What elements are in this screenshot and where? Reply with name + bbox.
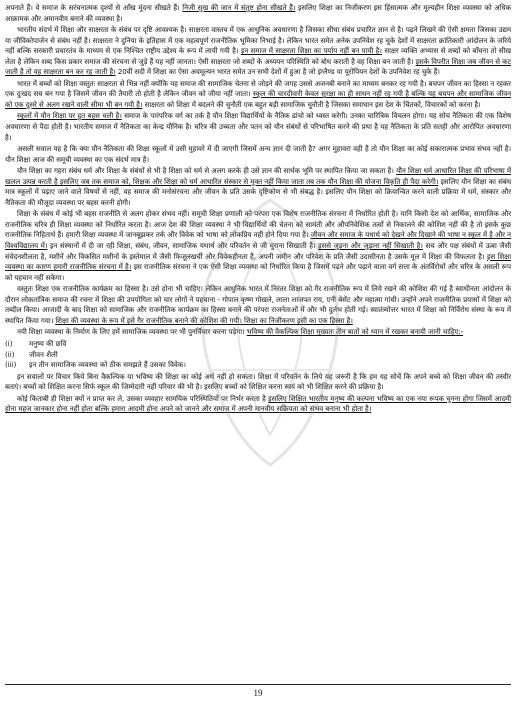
text-run: इन संस्थानों में दी जा रही शिक्षा, संबंध, जीवन, सामाजिक यथार्थ और परिवर्तन से जी चुराना सिखाती है। (47, 241, 319, 251)
text-run: इसलिए शिक्षा का निजीकरण इस हिंसात्मक और मूल्यहीन शिक्षा व्यवस्था को अधिक आक्रामक और अमानवीय बनाने की व्यवस्था है। (5, 3, 511, 23)
text-run: शिक्षा के संबंध में कोई भी बहस राजनीति से अलग होकर संभव नहीं। समूची शिक्षा प्रणाली को परंपरा एक विशेष राजनीतिक संरचना में निर्धारित होती है। यानि किसी देश को आर्थिक, सामाजिक और राजनीतिक चरित्र ही शिक्षा व्यवस्था को निर्धारित करता है। आज देश की शिक्षा व्यवस्था ने भी विद्यार्थियों की चेतना को सामंती और औपनिवेशिक तत्वों से निकालने की कोशिश नहीं की है तो इसके कुछ राजनीतिक निहितार्थ हैं। हमारी शिक्षा व्यवस्था में जानबूझकर तर्क और विवेक को भाषा को लोकप्रिय नहीं होने दिया गया है। (5, 209, 511, 240)
list-item-number: (ii) (5, 349, 15, 359)
closing-text (5, 372, 511, 415)
list-item-text: जीवन शैली (29, 349, 58, 359)
list-item-number: (iii) (5, 360, 17, 370)
footer-rule (5, 684, 511, 685)
document-page (5, 3, 511, 681)
underlined-text: स्कूलों में यौन शिक्षा पर हुत बहस चली है। (17, 111, 122, 121)
list-item-text: इन तीन सामाजिक व्यवस्था को ठीक समझते हैं उसका विवेक। (29, 360, 186, 370)
text-run: साक्षरता को शिक्षा में बदलने की चुनौती एक बहुत बड़ी सामाजिक चुनौती है जिसका समाधान इस देश के चिंतकों, विचारकों को करना है। (142, 99, 481, 109)
list-item-text: मनुष्य की छवि (29, 338, 67, 348)
underlined-text: भविष्य की वैकल्पिक शिक्षा मुख्यतः तीन बातों को ध्यान में रखकर बनायी जानी चाहिए:- (246, 327, 464, 337)
underlined-text: जीवन और समाज के यथार्थ को देखने और दिखाने की भाषा न स्कूल में है और न विश्वविद्यालय में। (5, 230, 511, 251)
text-run: इसलिए यौन शिक्षा का संबंध मात्र स्कूलों में पढ़ाए जाने वाले विषयों से नहीं, वह समाज की मनोसंरचना और जीवन के प्रति उसके दृष्टिकोण से भी संबद्ध है। इसलिए यौन शिक्षा को क्रियान्वित करने वाली प्रक्रिया में धर्म, संस्कार और नैतिकता की मौजूदा व्यवस्था पर बहस करनी होगी। (5, 176, 511, 207)
list-item (5, 360, 511, 371)
list-item (5, 339, 511, 350)
underlined-text: इसके विपरीत शिक्षा जब जीवन से कट जाती है तो वह साक्षरता बन कर रह जाती है। (5, 56, 511, 77)
underlined-text: इसलिए शिक्षित भारतीय मनुष्य की कल्पना भविष्य का एक नया रूपक चुनना होगा जिसमें आदमी होना महज जानकार होना नहीं होता बल्कि हमारा आदमी होना अपने को जानने और समाज में अपनी मानवीय सक्रियता को संभव बनाना भी होता है। (5, 393, 511, 414)
body-paragraph (5, 284, 511, 326)
underlined-text: यौन शिक्षा धर्म आधारित शिक्षा की परिभाषा में खलल उत्पन्न करती है इसलिए जब तक समाज को, शिक्षक और शिक्षा को धर्म आधारित संस्कार से मुक्त नहीं किया जाता तब तक यौन शिक्षा की योजना विकृति ही पैदा करेगी। (5, 166, 511, 186)
body-paragraph (5, 79, 511, 111)
closing-paragraph (5, 372, 511, 393)
underlined-text: निजी सुख की जान में संतुष्ट होना सीखते हैं। (182, 3, 296, 12)
body-paragraph (5, 327, 511, 338)
body-paragraph (5, 25, 511, 78)
page-number: 19 (253, 688, 263, 698)
underlined-text: शिक्षा की व्यवस्था के रूप में इसे गैर राजनीतिक बनाने की कोशिश की गयी। शिक्षा का निजीकरण इसी का एक हिस्सा है। (55, 315, 353, 325)
text-run: यौन शिक्षा का गहरा संबंध धर्म और शिक्षा के संबंधों से भी है शिक्षा को धर्म से अलग करके ही उसे ज्ञान की सार्थक भूमि पर स्थापित किया जा सकता है। (17, 166, 397, 176)
text-run: भारतीय संदर्भ में शिक्षा और साक्षरता के संबंध पर दृष्टि आवश्यक है। साक्षरता वास्तव में एक आधुनिक अवधारणा है जिसका सीधा संबंध प्रचारित ज्ञान से है। पढ़ने लिखने की ऐसी क्षमता जिसका उद्यम या जीविकोपार्जन से संबंध नहीं है। साक्षरता ने दुनिया के इतिहास में एक महत्वपूर्ण राजनीतिक भूमिका निभाई है। लेकिन भारत समेत अनेक उपनिवेश रह चुके देशों में साक्षरता क्रांतिकारी आंदोलन के जरिये नहीं बल्कि सरकारी प्रचारतंत्र के माध्यम से एक निश्चित राष्ट्रीय उद्देश्य के रूप में लायी गयी है। (5, 25, 511, 56)
body-paragraph (5, 166, 511, 208)
text-run: वस्तुतः शिक्षा एक राजनीतिक कार्यक्रम का हिस्सा है। उसे होना भी चाहिए। लेकिन आधुनिक भारत में निरंतर शिक्षा को गैर राजनीतिक रूप में लिये रखने की कोशिश की गई है स्वाधीनता आंदोलन के दौरान लोकतांत्रिक समाज की रचना में शिक्षा की उपयोगिता को चार लोगों ने पहचाना - गोपाल कृष्ण गोखले, लाला लाजपत राय, एनी बेसेंट और महात्मा गांधी। उन्होंने अपने राजनीतिक प्रयासों में शिक्षा को तब्दील किया। आजादी के बाद शिक्षा को सामाजिक और राजनीतिक कार्यक्रम का हिस्सा बनाने की परंपरा राजनेताओं में और भी दुर्लभ होती गई। स्वातंत्र्योत्तर भारत में शिक्षा को निर्विरोध संस्था के रूप में स्थापित किया गया। (5, 284, 511, 325)
body-paragraph (5, 3, 511, 24)
underlined-text: इस शिक्षा व्यवस्था का कारण हमारी राजनीतिक संरचना में है। (5, 251, 511, 272)
text-run: कोई किताबी ही शिक्षा क्यों न प्राप्त कर ले, उसका व्यवहार सामयिक परिस्थितियों पर निर्भर करता है (17, 393, 269, 403)
body-paragraph (5, 144, 511, 165)
underlined-text: इन समाज में साक्षरता शिक्षा का पर्याय नहीं बन पायी है। (240, 46, 382, 56)
text-run: सच और पक्ष संबंधों में ऊबा जैसी संवेदनशीलता है, मशीनें और विकसित मशीनों के इस्तेमाल में जैसी फिजूलखर्ची और विवेकहीनता है, अपनी जमीन और परिवेश के प्रति जैसी उदासीनता है उसके मूल में शिक्षा की विफलता है। (5, 241, 511, 261)
text-run: नयी शिक्षा व्यवस्था के निर्माण के लिए हमें सामाजिक व्यवस्था पर भी पुनर्विचार करना पड़ेगा। (17, 327, 247, 337)
text-run: समाज के पारंपरिक वर्ग का तर्क है यौन शिक्षा विद्यार्थियों के नैतिक ढांचो को ध्वस्त करेगी। उनका चारित्रिक विचलन होगा। यह सोच नैतिकता की एक विशेष अवधारणा से पैदा होती है। भारतीय समाज में नैतिकता का केन्द्र यौनिक है। चरित्र की उच्चता और पतन को यौन संबंधों से परिभाषित करने की प्रथा है यह नैतिकता के प्रति सतही और आरोपित अवधारणा है। (5, 111, 511, 142)
text-run: अपनाते हैं। वे समाज के सरंचनात्मक दृश्यों से आँख मूंदना सीखते हैं। (5, 3, 183, 12)
text-run: भारत में बच्चों को शिक्षा वस्तुतः साक्षरता से भिन्न नहीं क्योंकि यह समाज की सामाजिक चेतना से जोड़ने की जगह उससे अजनबी बनाने का माध्यम बनकर रह गयी है। बचपन जीवन का हिस्सा न रहकर एक दुःखद सच बन गया है जिसमें जीवन की तैयारी तो होती है लेकिन जीवन को जीया नहीं जाता। (5, 78, 511, 99)
text-run: इन सवालों पर विचार किये बिना वैकल्पिक या भविष्य की शिक्षा का कोई अर्थ नहीं हो सकता। शिक्षा में परिवर्तन के लिये यह जरूरी है कि हम यह सोचें कि अपने बच्चे को शिक्षा जीवन की तस्वीर बताएं। बच्चों को शिक्षित करना सिर्फ स्कूल की जिम्मेदारी नहीं परिवार की भी है। इसलिए बच्चों को शिक्षित करना स्वयं को भी शिक्षित करने की प्रक्रिया है। (5, 371, 511, 392)
body-text (5, 3, 511, 338)
list-item (5, 350, 511, 361)
numbered-list (5, 339, 511, 371)
body-paragraph (5, 209, 511, 283)
text-run: असली सवाल यह है कि क्या यौन नैतिकता की शिक्षा स्कूलों में उसी मुहावरे में दी जाएगी जिसमें अन्य ज्ञान दी जाती है? अगर मुहावरा वही है तो यौन शिक्षा का कोई सकारात्मक प्रभाव संभव नहीं है। यौन शिक्षा आज की समूची व्यवस्था का एक संदर्भ मात्र है। (5, 144, 511, 164)
text-run: इस राजनीतिक संरचना ने एक ऐसी शिक्षा व्यवस्था को निर्धारित किया है जिसमें पढ़ने और पढ़ाने वाला वर्ग सत्ता के अंतर्विरोधों और चरित्र के असली रूप को पहचान नहीं सकेगा। (5, 262, 511, 282)
text-run: साक्षर व्यक्ति अभ्यास से शब्दों को बाँधना तो सीख लेता है लेकिन शब्द किस प्रकार समाज की संरचना से जुड़े हैं यह नहीं जानता। ऐसी साक्षरता जो शब्दों के अध्ययन परिस्थिति को बोध कराती है वह शिक्षा बन जाती है। (5, 46, 511, 66)
text-run: 20वीं सदी में शिक्षा का ऐसा अवमूल्यन भारत समेत उन सभी देशों में हुआ है जो इंग्लैण्ड या यूरोपियन देशों के उपनिवेश रह चुके हैं। (115, 67, 440, 77)
underlined-text: स्कूल की चारदीवारी केवल सुरक्षा का ही साधन नहीं रह गयी है बल्कि यह बचपन और सामाजिक जीवन को एक दूसरे से अलग रखने वाली सीमा भी बन गयी है। (5, 89, 511, 109)
body-paragraph (5, 111, 511, 143)
list-item-number: (i) (5, 338, 13, 348)
closing-paragraph (5, 394, 511, 415)
underlined-text: इससे जुड़ना और जुड़ाना नहीं सिखाती है। (318, 241, 423, 251)
